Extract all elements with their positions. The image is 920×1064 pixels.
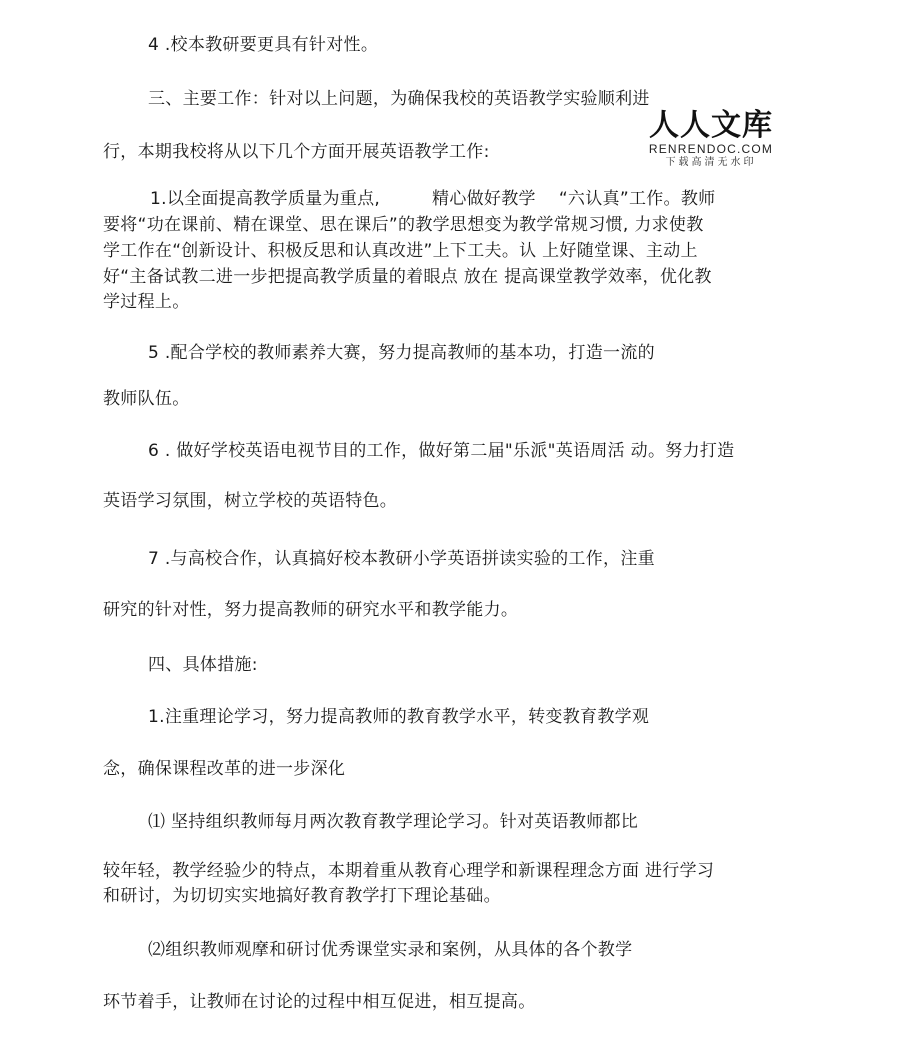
text-line: 三、主要工作：针对以上问题，为确保我校的英语教学实验顺利进 (148, 89, 650, 109)
text-line: 环节着手，让教师在讨论的过程中相互促进，相互提高。 (103, 992, 536, 1012)
watermark-logo (646, 110, 776, 169)
watermark-subtitle: 下载高清无水印 (665, 157, 757, 168)
section-heading: 四、具体措施: (148, 655, 258, 675)
text-line: ⑵组织教师观摩和研讨优秀课堂实录和案例，从具体的各个教学 (148, 940, 633, 960)
text-line: 5 .配合学校的教师素养大赛，努力提高教师的基本功，打造一流的 (148, 343, 655, 363)
text-line: 和研讨，为切切实实地搞好教育教学打下理论基础。 (103, 886, 501, 906)
text-line: 要将“功在课前、精在课堂、思在课后”的教学思想变为教学常规习惯, 力求使教 (103, 215, 704, 235)
watermark-title: 人人文库 (649, 108, 773, 143)
text-line: 行，本期我校将从以下几个方面开展英语教学工作: (103, 142, 490, 162)
text-line: 1.注重理论学习，努力提高教师的教育教学水平，转变教育教学观 (148, 707, 650, 727)
text-line: 4 .校本教研要更具有针对性。 (148, 35, 379, 55)
text-line: 念，确保课程改革的进一步深化 (103, 759, 346, 779)
watermark-url: RENRENDOC.COM (648, 142, 774, 156)
text-line: 研究的针对性，努力提高教师的研究水平和教学能力。 (103, 600, 519, 620)
text-line: ⑴ 坚持组织教师每月两次教育教学理论学习。针对英语教师都比 (148, 812, 639, 832)
text-line: 较年轻，教学经验少的特点，本期着重从教育心理学和新课程理念方面 进行学习 (103, 861, 715, 881)
text-line: 学过程上。 (103, 292, 190, 312)
text-line: 学工作在“创新设计、积极反思和认真改进”上下工夫。认 上好随堂课、主动上 (103, 241, 698, 261)
text-line: 英语学习氛围，树立学校的英语特色。 (103, 491, 398, 511)
text-line: 6 . 做好学校英语电视节目的工作，做好第二届"乐派"英语周活 动。努力打造 (148, 441, 735, 461)
text-line: 7 .与高校合作，认真搞好校本教研小学英语拼读实验的工作，注重 (148, 549, 655, 569)
text-line: 好“主备试教二进一步把提高教学质量的着眼点 放在 提高课堂教学效率，优化教 (103, 267, 712, 287)
text-line: 1.以全面提高教学质量为重点, 精心做好教学 “六认真”工作。教师 (150, 189, 716, 209)
text-line: 教师队伍。 (103, 389, 190, 409)
